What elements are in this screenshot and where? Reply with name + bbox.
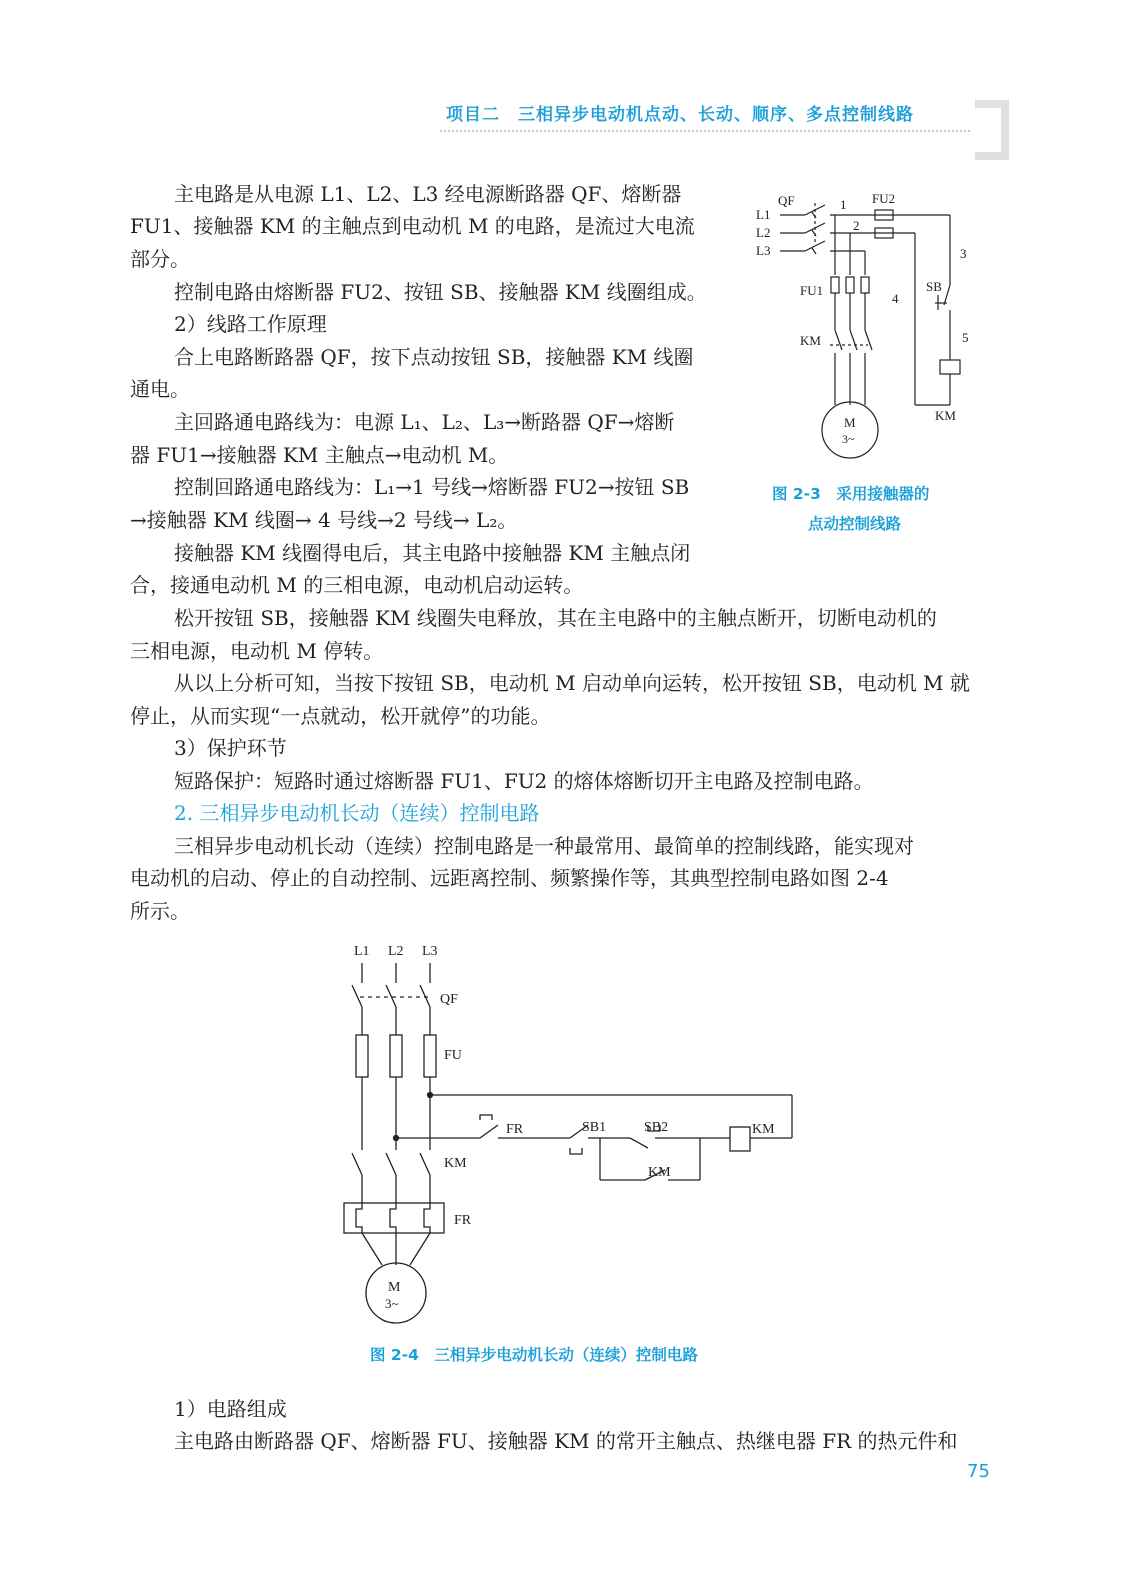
label-motor-3: 3~ — [842, 432, 855, 446]
header-divider — [440, 130, 970, 134]
paragraph: 控制回路通电路线为：L₁→1 号线→熔断器 FU2→按钮 SB — [174, 475, 690, 499]
label-km-coil: KM — [935, 408, 956, 423]
figure-2-3-caption-line1: 图 2-3 采用接触器的 — [772, 485, 930, 503]
label-qf: QF — [440, 992, 458, 1007]
paragraph: 主电路是从电源 L1、L2、L3 经电源断路器 QF、熔断器 — [174, 182, 682, 206]
label-motor-m: M — [388, 1280, 401, 1295]
figure-2-3-diagram — [750, 185, 990, 465]
label-km-aux: KM — [648, 1165, 671, 1180]
paragraph: 从以上分析可知，当按下按钮 SB，电动机 M 启动单向运转，松开按钮 SB，电动机 M 就 — [174, 671, 970, 695]
subheading: 1）电路组成 — [174, 1397, 287, 1421]
paragraph: 器 FU1→接触器 KM 主触点→电动机 M。 — [130, 443, 509, 467]
label-motor-m: M — [844, 415, 856, 430]
paragraph: 短路保护：短路时通过熔断器 FU1、FU2 的熔体熔断切开主电路及控制电路。 — [174, 769, 874, 793]
paragraph: 三相异步电动机长动（连续）控制电路是一种最常用、最简单的控制线路，能实现对 — [174, 834, 914, 858]
label-km-main: KM — [444, 1156, 467, 1171]
paragraph: 主电路由断路器 QF、熔断器 FU、接触器 KM 的常开主触点、热继电器 FR 的热元件和 — [174, 1429, 958, 1453]
paragraph: 三相电源，电动机 M 停转。 — [130, 639, 384, 663]
paragraph: 合上电路断路器 QF，按下点动按钮 SB，接触器 KM 线圈 — [174, 345, 694, 369]
paragraph: 松开按钮 SB，接触器 KM 线圈失电释放，其在主电路中的主触点断开，切断电动机的 — [174, 606, 937, 630]
paragraph: 合，接通电动机 M 的三相电源，电动机启动运转。 — [130, 573, 584, 597]
paragraph: 部分。 — [130, 247, 190, 271]
label-l2: L2 — [388, 944, 404, 959]
label-3: 3 — [960, 246, 967, 261]
label-fu: FU — [444, 1048, 462, 1063]
paragraph: 电动机的启动、停止的自动控制、远距离控制、频繁操作等，其典型控制电路如图 2-4 — [130, 866, 889, 890]
label-4: 4 — [892, 291, 899, 306]
subheading: 2）线路工作原理 — [174, 312, 327, 336]
label-fr: FR — [506, 1122, 524, 1137]
label-l3: L3 — [756, 243, 771, 258]
label-1: 1 — [840, 197, 847, 212]
label-km-coil: KM — [752, 1122, 775, 1137]
label-5: 5 — [962, 330, 969, 345]
page-corner-decoration — [975, 100, 1009, 160]
label-fu2: FU2 — [872, 191, 896, 206]
figure-2-4-caption: 图 2-4 三相异步电动机长动（连续）控制电路 — [370, 1346, 698, 1364]
chapter-header: 项目二 三相异步电动机点动、长动、顺序、多点控制线路 — [446, 105, 914, 125]
paragraph: FU1、接触器 KM 的主触点到电动机 M 的电路，是流过大电流 — [130, 214, 695, 238]
paragraph: 控制电路由熔断器 FU2、按钮 SB、接触器 KM 线圈组成。 — [174, 280, 707, 304]
figure-2-4-diagram — [330, 935, 810, 1330]
paragraph: →接触器 KM 线圈→ 4 号线→2 号线→ L₂。 — [130, 508, 518, 532]
paragraph: 主回路通电路线为：电源 L₁、L₂、L₃→断路器 QF→熔断 — [174, 410, 675, 434]
figure-2-3-caption-line2: 点动控制线路 — [808, 515, 902, 533]
label-l1: L1 — [756, 207, 771, 222]
paragraph: 停止，从而实现“一点就动，松开就停”的功能。 — [130, 704, 551, 728]
label-sb: SB — [926, 279, 942, 294]
paragraph: 所示。 — [130, 899, 190, 923]
page-number: 75 — [967, 1461, 990, 1482]
label-l1: L1 — [354, 944, 370, 959]
label-km: KM — [800, 333, 821, 348]
paragraph: 接触器 KM 线圈得电后，其主电路中接触器 KM 主触点闭 — [174, 541, 691, 565]
label-qf: QF — [778, 193, 795, 208]
section-heading: 2. 三相异步电动机长动（连续）控制电路 — [174, 801, 540, 825]
label-sb1: SB1 — [582, 1120, 607, 1135]
label-motor-3: 3~ — [385, 1296, 399, 1311]
label-fu1: FU1 — [800, 283, 824, 298]
label-sb2: SB2 — [644, 1120, 669, 1135]
label-2: 2 — [853, 218, 860, 233]
subheading: 3）保护环节 — [174, 736, 287, 760]
label-l3: L3 — [422, 944, 438, 959]
label-fr-heater: FR — [454, 1213, 472, 1228]
label-l2: L2 — [756, 225, 771, 240]
paragraph: 通电。 — [130, 377, 190, 401]
